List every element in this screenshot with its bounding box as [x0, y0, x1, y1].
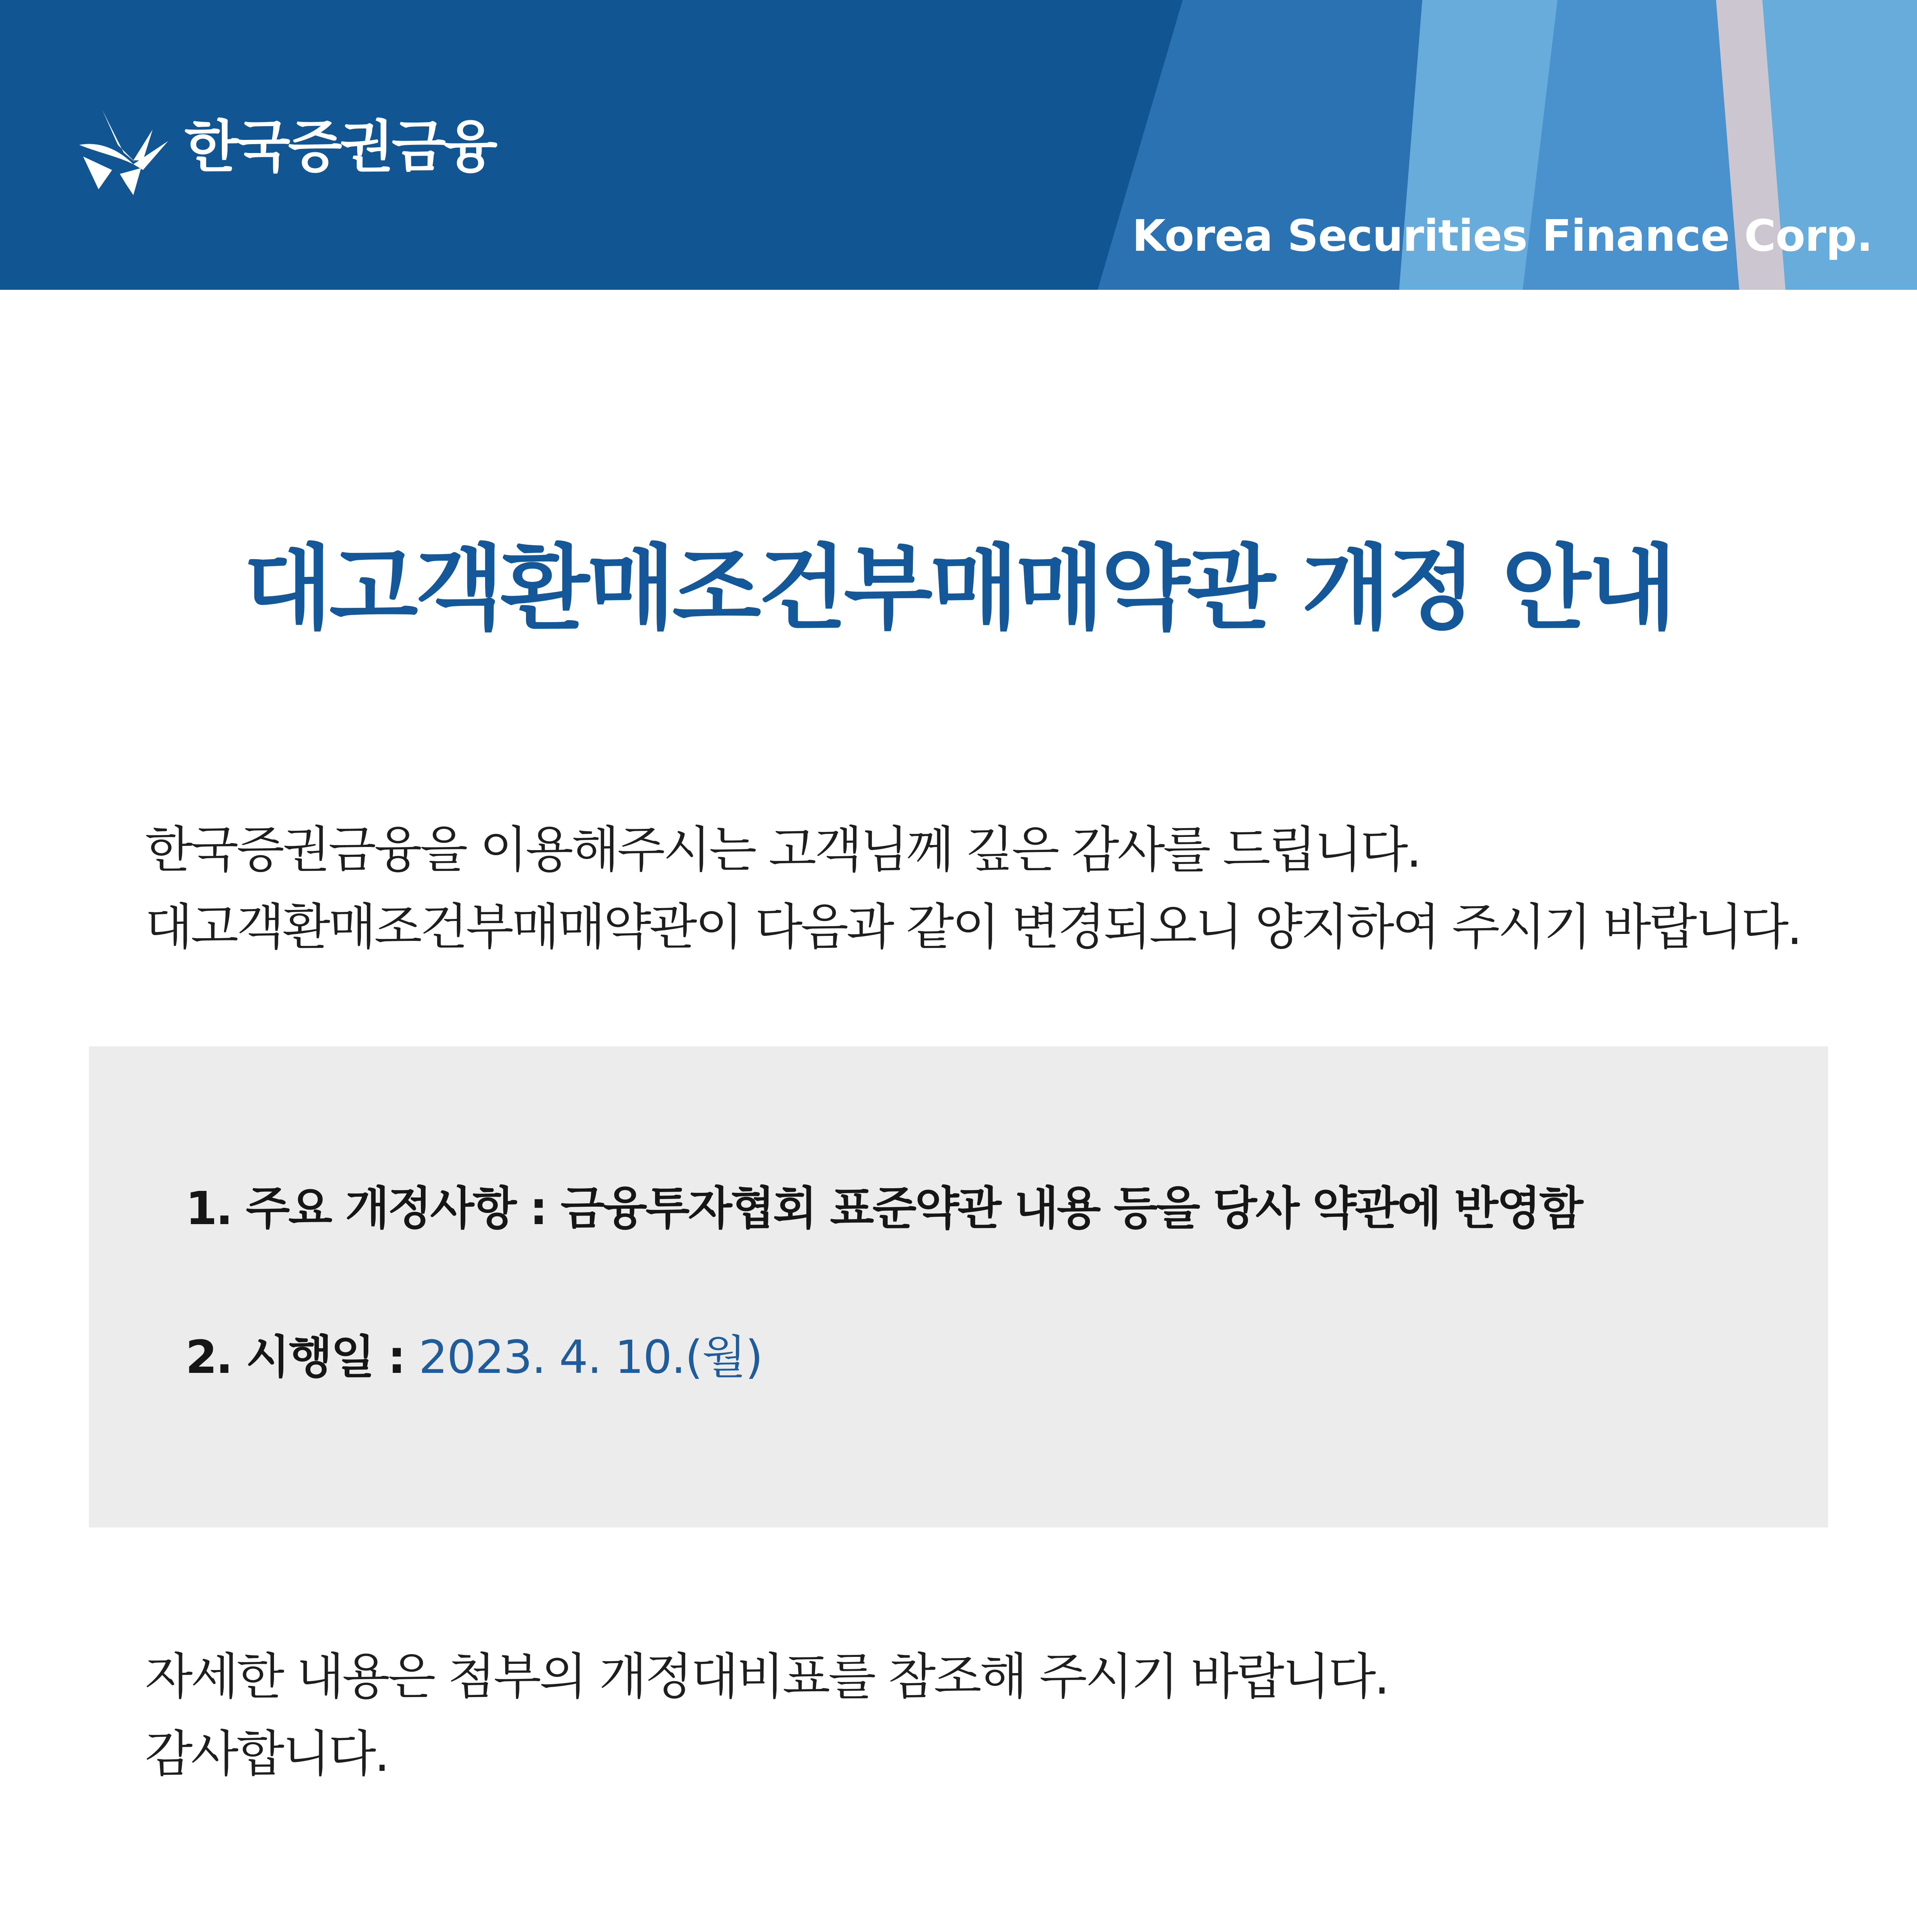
- revision-summary-item: 1. 주요 개정사항 : 금융투자협회 표준약관 내용 등을 당사 약관에 반영함: [186, 1182, 1582, 1235]
- closing-paragraph: [145, 1638, 1388, 1793]
- header-banner: [0, 0, 1917, 290]
- company-logo: [75, 99, 495, 195]
- intro-line-2: 대고객환매조건부매매약관이 다음과 같이 변경되오니 양지하여 주시기 바랍니다.: [145, 898, 1801, 956]
- effective-date-label: 2. 시행일 :: [186, 1330, 419, 1384]
- closing-line-2: 감사합니다.: [145, 1725, 388, 1783]
- english-company-name: Korea Securities Finance Corp.: [1132, 211, 1873, 261]
- intro-paragraph: [145, 811, 1801, 966]
- info-box: [89, 1046, 1828, 1527]
- closing-line-1: 자세한 내용은 첨부의 개정대비표를 참조해 주시기 바랍니다.: [145, 1648, 1388, 1706]
- effective-date-value: 2023. 4. 10.(월): [419, 1330, 763, 1384]
- logo-text: 한국증권금융: [184, 114, 495, 180]
- page-title: 대고객환매조건부매매약관 개정 안내: [243, 535, 1674, 642]
- logo-mark-icon: [75, 99, 176, 195]
- effective-date-item: [186, 1330, 763, 1384]
- intro-line-1: 한국증권금융을 이용해주시는 고객님께 깊은 감사를 드립니다.: [145, 821, 1420, 879]
